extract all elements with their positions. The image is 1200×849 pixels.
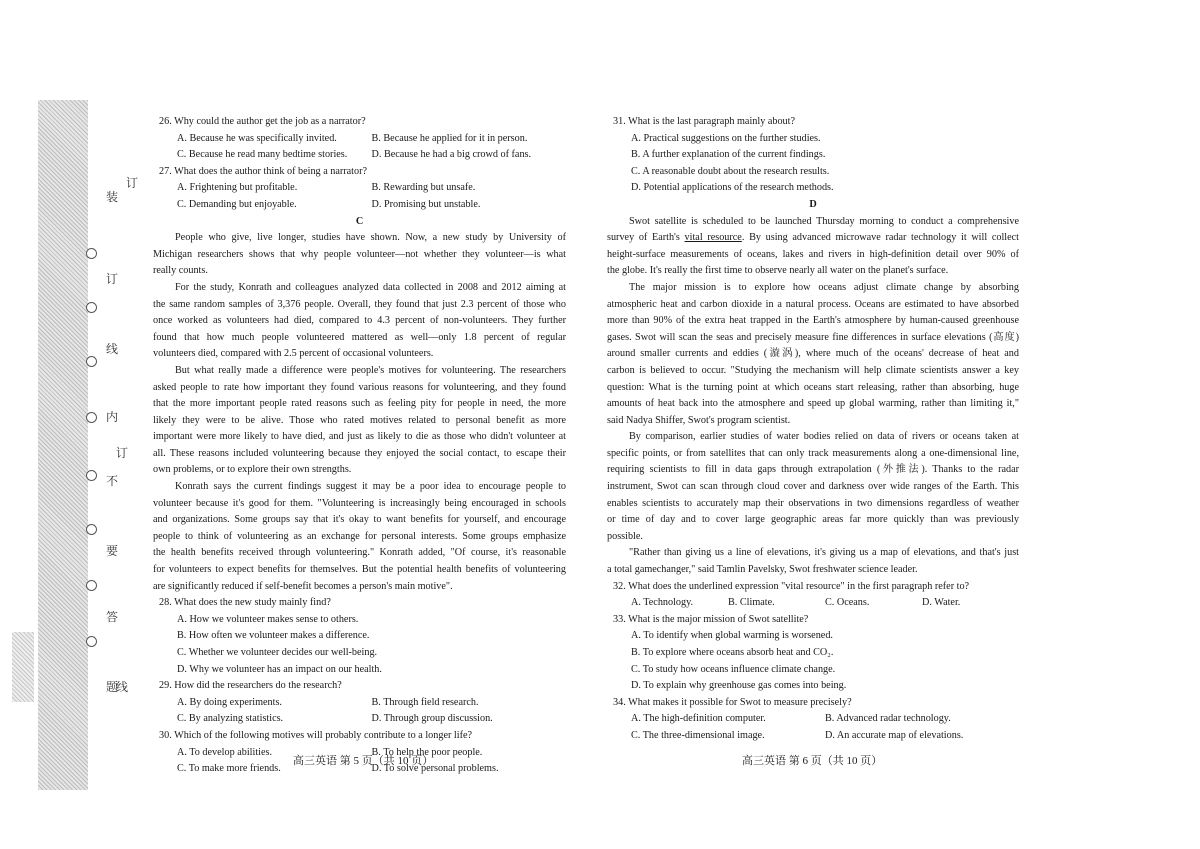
- right-column: [607, 114, 1019, 745]
- question-32: 32. What does the underlined expression "vital resource" in the first paragraph refer to?: [613, 580, 970, 592]
- passage-line: The major mission is to explore how oceans adjust climate change by absorbing: [629, 281, 1019, 293]
- passage-text: survey of Earth's: [607, 232, 685, 244]
- option: A. How we volunteer makes sense to others.: [177, 613, 359, 625]
- option: D. To explain why greenhouse gas comes into being.: [631, 680, 847, 692]
- question-27: 27. What does the author think of being a narrator?: [159, 165, 368, 177]
- option: C. Demanding but enjoyable.: [177, 198, 297, 210]
- option: D. Because he had a big crowd of fans.: [371, 149, 532, 161]
- question-26: 26. Why could the author get the job as a narrator?: [159, 116, 366, 127]
- option: A. By doing experiments.: [177, 696, 282, 708]
- page-footer-6: 高三英语 第 6 页（共 10 页）: [742, 755, 883, 767]
- binding-char: 内: [106, 410, 119, 424]
- option: D. An accurate map of elevations.: [825, 729, 964, 741]
- passage-line: the same random samples of 3,376 people. Overall, they found that just 2.3 percent of those who: [153, 298, 566, 310]
- binding-char: 订: [116, 446, 129, 460]
- page-footer-5: 高三英语 第 5 页（共 10 页）: [293, 755, 434, 767]
- section-heading-c: C: [355, 215, 364, 227]
- passage-line: volunteer because it's good for them. "Volunteering is increasingly being encouraged in schools: [153, 497, 566, 509]
- passage-line: question: What is the turning point at which oceans start releasing, rather than absorbing, huge: [607, 381, 1019, 393]
- passage-line: found that how much people volunteered mattered as well—only 1.8 percent of regular: [153, 331, 566, 343]
- section-heading-d: D: [809, 198, 817, 210]
- binding-hole: [86, 248, 97, 259]
- passage-line: amounts of heat back into the atmosphere and speed up global warming, rather than limiting it,": [607, 398, 1019, 410]
- option: B. Advanced radar technology.: [825, 713, 951, 725]
- option: B. How often we volunteer makes a difference.: [177, 630, 370, 642]
- option: B. To help the poor people.: [371, 746, 483, 758]
- binding-hole: [86, 356, 97, 367]
- binding-char: 订: [126, 176, 139, 190]
- option: D. To solve personal problems.: [371, 763, 499, 775]
- option: D. Why we volunteer has an impact on our health.: [177, 663, 382, 675]
- underlined-phrase: vital resource: [684, 232, 742, 244]
- passage-line: Michigan researchers shows that why people volunteer—not whether they volunteer—is what: [153, 248, 566, 260]
- passage-line: that the more important people rated reasons such as feeling pity for people in need, the more: [153, 398, 566, 410]
- passage-line: instrument, Swot can scan through cloud cover and darkness over wide ranges of the Earth. This: [607, 481, 1019, 493]
- option: B. Because he applied for it in person.: [371, 132, 528, 144]
- binding-char: 答: [106, 610, 119, 624]
- passage-line: own problems, or to explore their own strengths.: [153, 464, 352, 476]
- left-column: [153, 114, 566, 778]
- option: D. Promising but unstable.: [371, 198, 481, 210]
- passage-line: specific points, or from satellites that can only track measurements along a one-dimensional line,: [607, 447, 1019, 459]
- passage-line: For the study, Konrath and colleagues analyzed data collected in 2008 and 2012 aiming at: [175, 281, 566, 293]
- option: C. To study how oceans influence climate change.: [631, 663, 836, 675]
- question-28: 28. What does the new study mainly find?: [159, 597, 331, 609]
- passage-line: and organizations. Some groups say that it's okay to want benefits for yourself, and encourage: [153, 514, 566, 526]
- binding-hole: [86, 636, 97, 647]
- question-31: 31. What is the last paragraph mainly about?: [613, 116, 796, 127]
- passage-line: "Rather than giving us a line of elevations, it's giving us a map of elevations, and that's just: [629, 547, 1019, 559]
- binding-char: 要: [106, 544, 119, 558]
- option: C. Oceans.: [825, 597, 870, 609]
- option: A. Practical suggestions on the further studies.: [631, 132, 821, 144]
- binding-char: 线: [106, 342, 119, 356]
- option: A. Frightening but profitable.: [177, 182, 298, 194]
- passage-line: all. These reasons included volunteering because they enjoyed the social contact, to escape their: [153, 447, 566, 459]
- passage-line: once worked as volunteers had died, compared to 4.3 percent of non-volunteers. They further: [153, 315, 566, 327]
- passage-line: asked people to rate how important they found various reasons for volunteering, and they found: [153, 381, 566, 393]
- binding-char: 装: [106, 190, 119, 204]
- option: B. Through field research.: [371, 696, 479, 708]
- passage-line: People who give, live longer, studies have shown. Now, a new study by University of: [175, 232, 566, 244]
- question-30: 30. Which of the following motives will probably contribute to a longer life?: [159, 729, 473, 741]
- binding-hole: [86, 524, 97, 535]
- option: B. Climate.: [728, 597, 775, 609]
- option: B. Rewarding but unsafe.: [371, 182, 476, 194]
- passage-line: atmospheric heat and carbon dioxide in a natural process. Oceans are estimated to have absorbed: [607, 298, 1019, 310]
- question-33: 33. What is the major mission of Swot satellite?: [613, 613, 809, 625]
- option: A. Because he was specifically invited.: [177, 132, 337, 144]
- binding-hole: [86, 580, 97, 591]
- passage-line: likely they were to be alive. Those who rated motives related to personal benefit as more: [153, 414, 566, 426]
- option: C. By analyzing statistics.: [177, 713, 284, 725]
- option: C. Because he read many bedtime stories.: [177, 149, 348, 161]
- passage-line: around smaller currents and eddies (漩涡), where much of the oceans' decrease of heat and: [607, 348, 1019, 360]
- passage-line: Konrath says the current findings suggest it may be a poor idea to encourage people to: [175, 481, 566, 493]
- option: A. To develop abilities.: [177, 746, 273, 758]
- binding-hole: [86, 302, 97, 313]
- passage-text: . By using advanced microwave radar technology it will collect: [741, 232, 1019, 244]
- option: C. Whether we volunteer decides our well-being.: [177, 647, 378, 658]
- binding-char: 线: [116, 680, 129, 694]
- passage-line: carbon is believed to occur. "Studying the mechanism will help climate scientists answer a key: [607, 364, 1019, 376]
- binding-char: 不: [106, 474, 119, 488]
- binding-strip: [38, 100, 88, 790]
- passage-line: for volunteers to expect benefits for themselves. But the potential health benefits of volunteering: [153, 564, 566, 576]
- binding-line: [86, 176, 139, 740]
- passage-line: By comparison, earlier studies of water bodies relied on data of rivers or oceans taken at: [629, 431, 1019, 443]
- binding-hole: [86, 470, 97, 481]
- passage-line: requiring scientists to fill in data gaps through extrapolation (外推法). Thanks to the radar: [607, 464, 1019, 476]
- binding-char: 订: [106, 272, 119, 286]
- passage-line: people to think of volunteering as an exchange for personal interests. Some groups emphasize: [153, 530, 566, 542]
- passage-line: or time of day and to cover large geographic areas far more quickly than was previously: [607, 514, 1019, 526]
- passage-line: more than 90% of the extra heat trapped in the Earth's atmosphere by human-caused greenhouse: [607, 315, 1019, 327]
- passage-line: a total gamechanger," said Tamlin Pavelsky, Swot freshwater science leader.: [607, 564, 918, 576]
- binding-strip-small: [12, 632, 34, 702]
- passage-line: [607, 230, 1019, 247]
- binding-hole: [86, 412, 97, 423]
- passage-line: possible.: [607, 530, 643, 542]
- option: B. A further explanation of the current findings.: [631, 149, 826, 161]
- passage-line: height-surface measurements of oceans, lakes and rivers in high-definition detail over 90% of: [607, 248, 1019, 260]
- option: D. Potential applications of the research methods.: [631, 182, 834, 194]
- passage-line: gases. Swot will scan the seas and precisely measure fine differences in surface elevations (高度): [607, 331, 1019, 343]
- passage-line: the health benefits received through volunteering." Konrath added, "Of course, it's reasonable: [153, 547, 566, 559]
- option: A. To identify when global warming is worsened.: [631, 630, 833, 642]
- option: A. Technology.: [631, 597, 694, 609]
- option: B. To explore where oceans absorb heat and CO₂.: [631, 647, 834, 658]
- passage-line: important were more likely to have died, and just as likely to die as those who didn't volunteer at: [153, 431, 566, 443]
- question-29: 29. How did the researchers do the research?: [159, 680, 342, 692]
- passage-line: are significantly reduced if self-benefit becomes a person's main motive".: [153, 580, 453, 592]
- passage-line: really counts.: [153, 265, 208, 277]
- option: D. Water.: [922, 597, 961, 609]
- option: A. The high-definition computer.: [631, 713, 766, 725]
- option: C. The three-dimensional image.: [631, 729, 765, 741]
- binding-char: 题: [106, 680, 119, 694]
- option: C. To make more friends.: [177, 763, 281, 775]
- option: C. A reasonable doubt about the research results.: [631, 165, 830, 177]
- passage-line: Swot satellite is scheduled to be launched Thursday morning to conduct a comprehensive: [629, 215, 1019, 227]
- passage-line: But what really made a difference were people's motives for volunteering. The researchers: [175, 364, 566, 376]
- passage-line: the globe. It's really the first time to observe nearly all water on the planet's surface.: [607, 265, 949, 277]
- passage-line: said Nadya Shiffer, Swot's program scientist.: [607, 414, 791, 426]
- passage-line: volunteers died, compared with 2.5 percent of occasional volunteers.: [153, 348, 434, 360]
- option: D. Through group discussion.: [371, 713, 493, 725]
- question-34: 34. What makes it possible for Swot to measure precisely?: [613, 696, 852, 708]
- passage-line: enables scientists to accurately map their observations in two dimensions regardless of weather: [607, 497, 1019, 509]
